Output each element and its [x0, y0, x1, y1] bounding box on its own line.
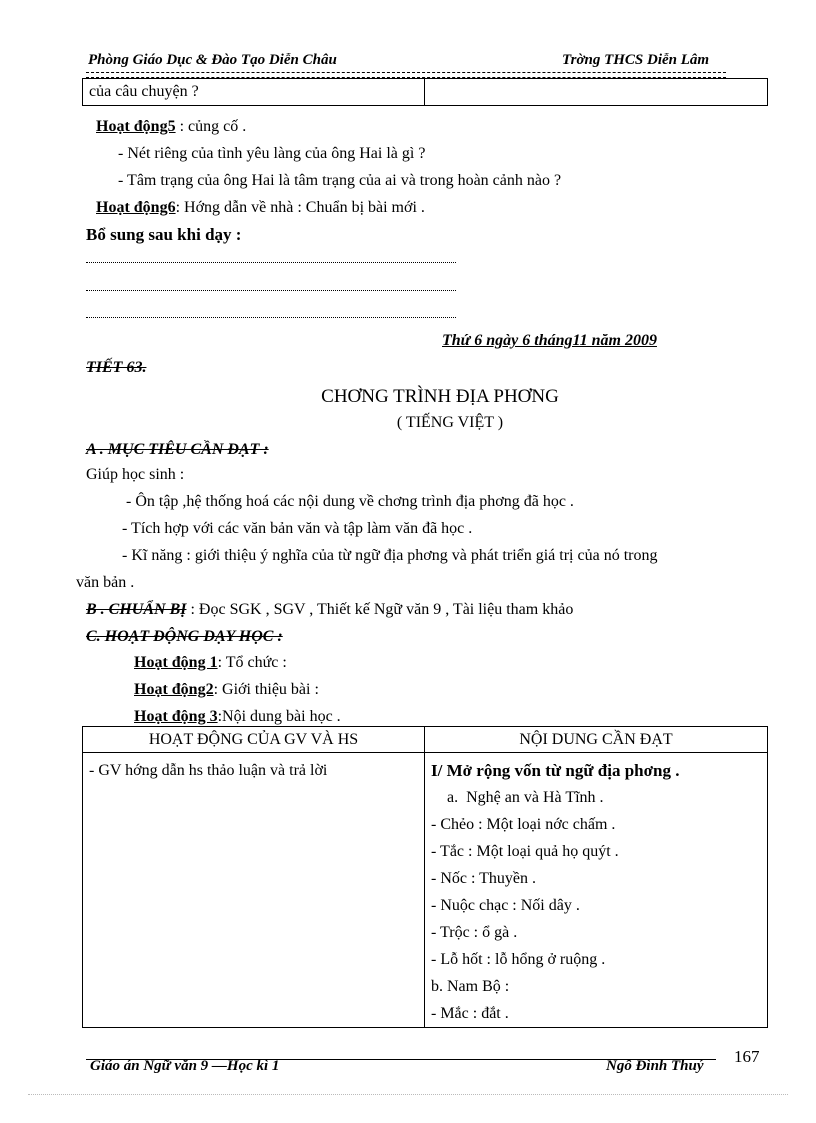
page-subtitle: ( TIẾNG VIỆT )	[396, 414, 504, 431]
activity1-line	[134, 653, 287, 673]
activity5-label: Hoạt động5	[96, 118, 176, 135]
list-item: - Nốc : Thuyền .	[431, 870, 537, 887]
list-item: - Lỗ hốt : lỗ hổng ở ruộng .	[431, 951, 606, 968]
list-item: - Mắc : đắt .	[431, 1005, 509, 1022]
section-b-line	[86, 600, 573, 620]
supplement-title: Bổ sung sau khi dạy :	[86, 225, 242, 244]
activity2-label: Hoạt động2	[134, 681, 214, 698]
table-header-col1	[83, 727, 425, 753]
activity6-label: Hoạt động6	[96, 199, 176, 216]
table-header-row	[83, 727, 768, 753]
list-item: - Chẻo : Một loại nớc chấm .	[431, 816, 616, 833]
activity1-label: Hoạt động 1	[134, 654, 218, 671]
lesson-number: TIẾT 63.	[86, 359, 147, 376]
section-a-item-3: - Kĩ năng : giới thiệu ý nghĩa của từ ngữ địa phơng và phát triển giá trị của nó trong	[122, 547, 658, 564]
header-school-name: Trờng THCS Diễn Lâm	[562, 52, 710, 68]
section-a-item-3-cont: văn bản .	[76, 574, 135, 591]
list-item: - Trộc : ổ gà .	[431, 924, 518, 941]
activity2-line	[134, 680, 319, 700]
content-table	[82, 726, 768, 1028]
section-a-intro: Giúp học sinh :	[86, 466, 185, 483]
footer-left: Giáo án Ngữ văn 9 —Học kì 1	[90, 1058, 280, 1074]
top-table-right-cell	[425, 79, 768, 106]
table-left-text: - GV hớng dẫn hs thảo luận và trả lời	[89, 762, 328, 779]
list-item: b. Nam Bộ :	[431, 978, 510, 995]
section-a-heading: A . MỤC TIÊU CẦN ĐẠT :	[86, 441, 269, 458]
table-header-col2	[425, 727, 768, 753]
activity6-line	[96, 198, 425, 218]
activity5-text: : củng cố .	[175, 118, 247, 135]
table-row	[83, 753, 768, 1028]
top-table-left-cell	[83, 79, 425, 106]
page-edge-line	[28, 1094, 788, 1095]
activity3-text: :Nội dung bài học .	[217, 708, 341, 725]
table-right-cell	[425, 753, 768, 1028]
dotted-line-1	[86, 262, 456, 263]
footer-author: Ngô Đình Thuý	[606, 1058, 704, 1074]
page-number: 167	[734, 1047, 760, 1066]
list-item: a. Nghệ an và Hà Tĩnh .	[431, 789, 604, 806]
top-table-text: của câu chuyện ?	[89, 83, 199, 100]
table-right-heading: I/ Mở rộng vốn từ ngữ địa phơng .	[431, 761, 680, 780]
activity5-question-1: - Nét riêng của tình yêu làng của ông Hai là gì ?	[118, 145, 426, 162]
activity1-text: : Tổ chức :	[217, 654, 287, 671]
activity6-text: : Hớng dẫn về nhà : Chuẩn bị bài mới .	[175, 199, 425, 216]
dotted-line-3	[86, 317, 456, 318]
page-title: CHƠNG TRÌNH ĐỊA PHƠNG	[321, 386, 559, 407]
lesson-date: Thứ 6 ngày 6 tháng11 năm 2009	[442, 332, 657, 349]
section-b-text: : Đọc SGK , SGV , Thiết kế Ngữ văn 9 , Tài liệu tham khảo	[186, 601, 574, 618]
list-item: - Tắc : Một loại quả họ quýt .	[431, 843, 619, 860]
header-school-office: Phòng Giáo Dục & Đào Tạo Diễn Châu	[88, 52, 337, 68]
activity5-question-2: - Tâm trạng của ông Hai là tâm trạng của ai và trong hoàn cảnh nào ?	[118, 172, 562, 189]
activity2-text: : Giới thiệu bài :	[213, 681, 319, 698]
top-table	[82, 78, 768, 106]
table-left-cell	[83, 753, 425, 1028]
section-c-heading: C. HOẠT ĐỘNG DẠY HỌC :	[86, 628, 283, 645]
activity3-label: Hoạt động 3	[134, 708, 218, 725]
activity3-line	[134, 707, 341, 727]
table-header-col2-text: NỘI DUNG CẦN ĐẠT	[519, 730, 673, 748]
section-a-item-1: - Ôn tập ,hệ thống hoá các nội dung về chơng trình địa phơng đã học .	[126, 493, 574, 510]
section-a-item-2: - Tích hợp với các văn bản văn và tập làm văn đã học .	[122, 520, 473, 537]
dotted-line-2	[86, 290, 456, 291]
table-header-col1-text: HOẠT ĐỘNG CỦA GV VÀ HS	[148, 730, 359, 748]
list-item: - Nuộc chạc : Nối dây .	[431, 897, 580, 914]
section-b-heading: B . CHUẨN BỊ	[86, 601, 187, 618]
activity5-line	[96, 117, 246, 137]
